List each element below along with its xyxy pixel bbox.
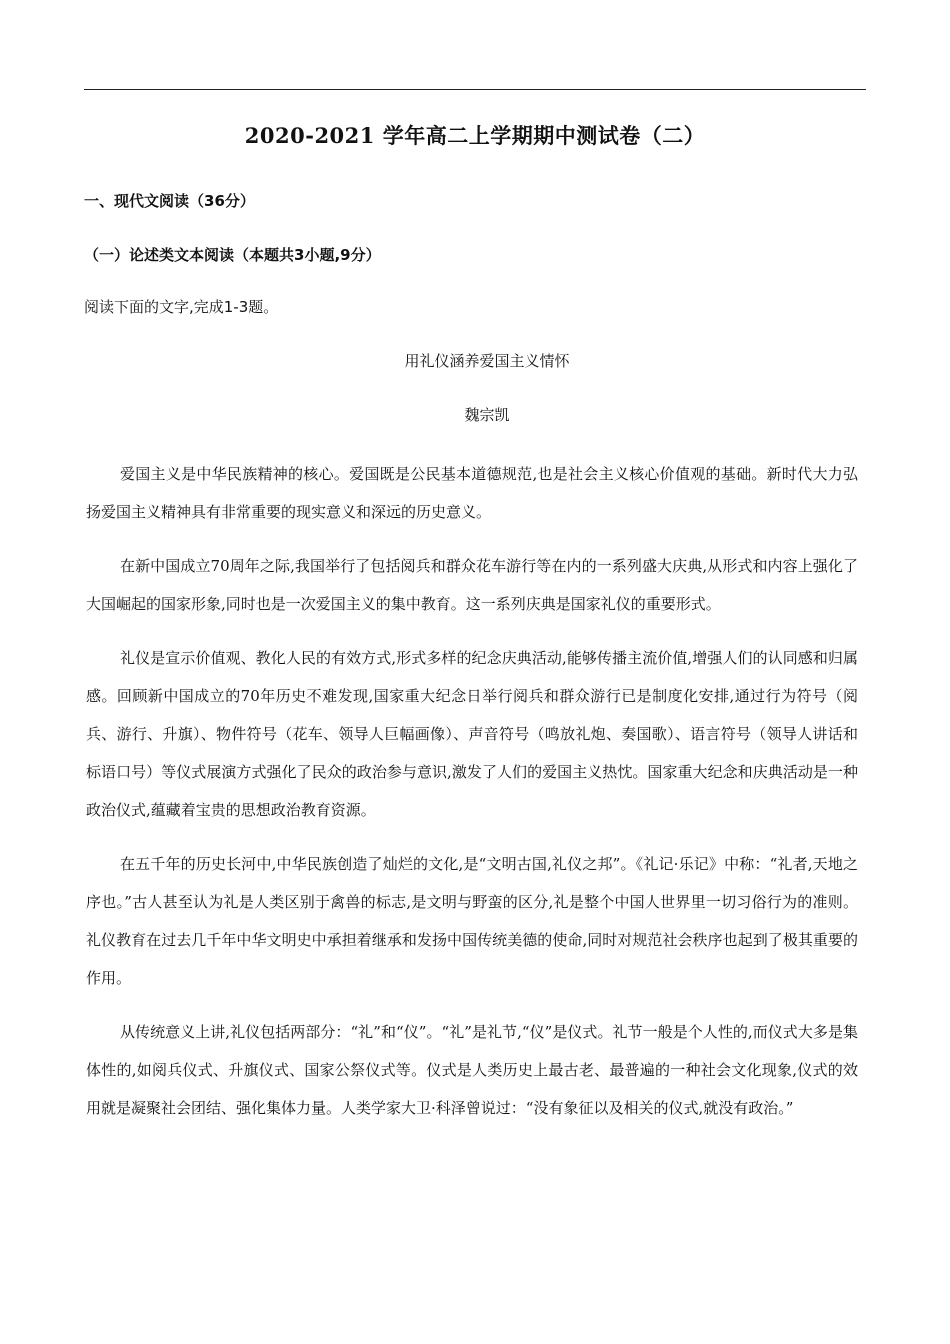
article-title: 用礼仪涵养爱国主义情怀 (404, 352, 570, 370)
reading-instruction: 阅读下面的文字,完成1-3题。 (84, 298, 279, 316)
page-title: 2020-2021 学年高二上学期期中测试卷（二） (244, 123, 706, 148)
paragraph-4: 在五千年的历史长河中,中华民族创造了灿烂的文化,是“文明古国,礼仪之邦”。《礼记·乐记》中称：“礼者,天地之序也。”古人甚至认为礼是人类区别于禽兽的标志,是文明与野蛮的区分,礼是整个中国人世界里一切习俗行为的准则。礼仪教育在过去几千年中华文明史中承担着继承和发扬中国传统美德的使命,同时对规范社会秩序也起到了极其重要的作用。 (86, 855, 858, 987)
article-body (86, 455, 858, 1143)
header-rule (84, 89, 866, 90)
article-author: 魏宗凯 (464, 406, 510, 424)
paragraph-3: 礼仪是宣示价值观、教化人民的有效方式,形式多样的纪念庆典活动,能够传播主流价值,增强人们的认同感和归属感。回顾新中国成立的70年历史不难发现,国家重大纪念日举行阅兵和群众游行已是制度化安排,通过行为符号（阅兵、游行、升旗）、物件符号（花车、领导人巨幅画像）、声音符号（鸣放礼炮、奏国歌）、语言符号（领导人讲话和标语口号）等仪式展演方式强化了民众的政治参与意识,激发了人们的爱国主义热忱。国家重大纪念和庆典活动是一种政治仪式,蕴藏着宝贵的思想政治教育资源。 (86, 649, 858, 819)
paragraph-5: 从传统意义上讲,礼仪包括两部分：“礼”和“仪”。“礼”是礼节,“仪”是仪式。礼节一般是个人性的,而仪式大多是集体性的,如阅兵仪式、升旗仪式、国家公祭仪式等。仪式是人类历史上最古老、最普遍的一种社会文化现象,仪式的效用就是凝聚社会团结、强化集体力量。人类学家大卫·科泽曾说过：“没有象征以及相关的仪式,就没有政治。” (86, 1023, 858, 1117)
paragraph-2: 在新中国成立70周年之际,我国举行了包括阅兵和群众花车游行等在内的一系列盛大庆典,从形式和内容上强化了大国崛起的国家形象,同时也是一次爱国主义的集中教育。这一系列庆典是国家礼仪的重要形式。 (86, 557, 858, 613)
paragraph-1: 爱国主义是中华民族精神的核心。爱国既是公民基本道德规范,也是社会主义核心价值观的基础。新时代大力弘扬爱国主义精神具有非常重要的现实意义和深远的历史意义。 (86, 465, 858, 521)
section-heading: 一、现代文阅读（36分） (84, 192, 255, 210)
subsection-heading: （一）论述类文本阅读（本题共3小题,9分） (84, 246, 381, 264)
